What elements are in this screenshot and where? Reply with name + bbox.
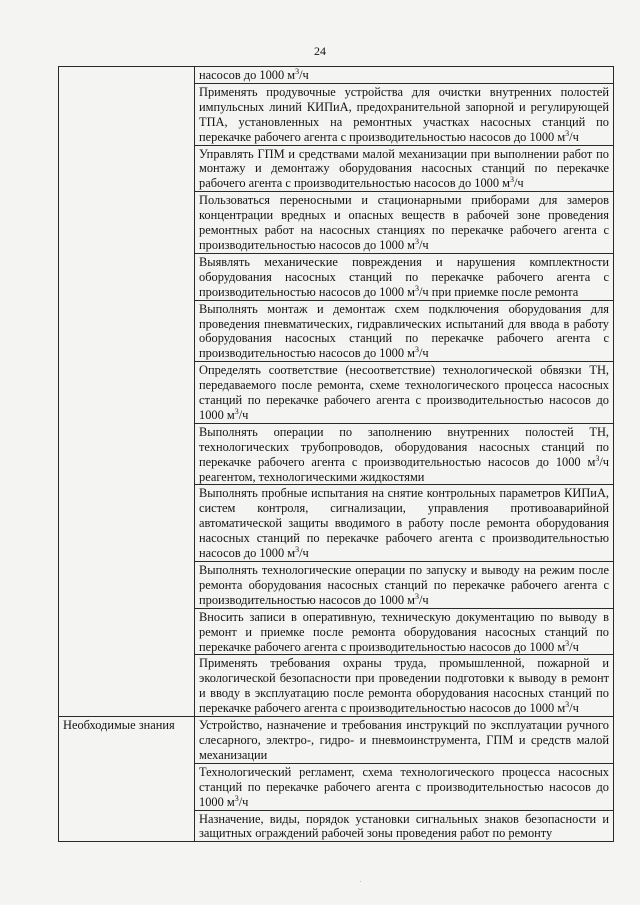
requirement-item: Выполнять операции по заполнению внутренних полостей ТН, технологических трубопроводов, оборудования насосных станций по перекачке рабочего агента с производительностью насосов до 1000 $м^3/ч$ реагентом, технологическими жидкостями <box>195 423 614 485</box>
superscript-3: 3 <box>565 128 570 138</box>
superscript-3: 3 <box>509 175 514 185</box>
requirement-item: Управлять ГПМ и средствами малой механизации при выполнении работ по монтажу и демонтажу оборудования насосных станций по перекачке рабочего агента с производительностью насосов до 1000 $м^3/ч$ <box>195 145 614 192</box>
requirement-item: Выполнять технологические операции по запуску и выводу на режим после ремонта оборудования насосных станций по перекачке рабочего агента с производительностью насосов до 1000 $м^3/ч$ <box>195 562 614 609</box>
requirement-item: Технологический регламент, схема технологического процесса насосных станций по перекачке рабочего агента с производительностью насосов до 1000 $м^3/ч$ <box>195 763 614 810</box>
superscript-3: 3 <box>414 591 419 601</box>
requirement-item: Устройство, назначение и требования инструкций по эксплуатации ручного слесарного, электро-, гидро- и пневмоинструмента, ГПМ и средств малой механизации <box>195 717 614 764</box>
superscript-3: 3 <box>414 283 419 293</box>
scan-dot <box>360 881 361 882</box>
table-row <box>59 717 614 764</box>
superscript-3: 3 <box>295 67 300 76</box>
superscript-3: 3 <box>234 793 239 803</box>
superscript-3: 3 <box>565 638 570 648</box>
requirement-item: насосов до 1000 $м^3/ч$ <box>195 67 614 84</box>
requirement-item: Применять продувочные устройства для очистки внутренних полостей импульсных линий КИПиА, предохранительной запорной и регулирующей ТПА, установленных на ремонтных участках насосных станций по перекачке рабочего агента с производительностью насосов до 1000 $м^3/ч$ <box>195 83 614 145</box>
requirement-item: Выполнять монтаж и демонтаж схем подключения оборудования для проведения пневматических, гидравлических испытаний для ввода в работу оборудования насосных станций по перекачке рабочего агента с производительностью насосов до 1000 $м^3/ч$ <box>195 300 614 362</box>
row-label-empty <box>59 67 195 717</box>
table-row <box>59 67 614 84</box>
superscript-3: 3 <box>414 236 419 246</box>
superscript-3: 3 <box>295 545 300 555</box>
requirement-item: Применять требования охраны труда, промышленной, пожарной и экологической безопасности при проведении подготовки к выводу в ремонт и вводу в эксплуатацию после ремонта оборудования насосных станций по перекачке рабочего агента с производительностью насосов до 1000 $м^3/ч$ <box>195 655 614 717</box>
requirements-table <box>58 66 614 842</box>
row-label-knowledge: Необходимые знания <box>59 717 195 842</box>
superscript-3: 3 <box>595 453 600 463</box>
requirement-item: Пользоваться переносными и стационарными приборами для замеров концентрации вредных и опасных веществ в рабочей зоне проведения ремонтных работ на насосных станциях по перекачке рабочего агента с производительностью насосов до 1000 $м^3/ч$ <box>195 192 614 254</box>
requirement-item: Определять соответствие (несоответствие) технологической обвязки ТН, передаваемого после ремонта, схеме технологического процесса насосных станций по перекачке рабочего агента с производительностью насосов до 1000 $м^3/ч$ <box>195 362 614 424</box>
requirement-item: Выполнять пробные испытания на снятие контрольных параметров КИПиА, систем контроля, сигнализации, управления противоаварийной автоматической защиты вводимого в работу после ремонта оборудования насосных станций по перекачке рабочего агента с производительностью насосов до 1000 $м^3/ч$ <box>195 485 614 562</box>
superscript-3: 3 <box>414 345 419 355</box>
requirement-item: Выявлять механические повреждения и нарушения комплектности оборудования насосных станций по перекачке рабочего агента с производительностью насосов до 1000 $м^3/ч$ при приемке после ремонта <box>195 253 614 300</box>
page-number: 24 <box>314 44 326 58</box>
requirement-item: Назначение, виды, порядок установки сигнальных знаков безопасности и защитных ограждений рабочей зоны проведения работ по ремонту <box>195 810 614 842</box>
superscript-3: 3 <box>234 406 239 416</box>
requirement-item: Вносить записи в оперативную, техническую документацию по выводу в ремонт и приемке после ремонта оборудования насосных станций по перекачке рабочего агента с производительностью насосов до 1000 $м^3/ч$ <box>195 608 614 655</box>
superscript-3: 3 <box>565 700 570 710</box>
